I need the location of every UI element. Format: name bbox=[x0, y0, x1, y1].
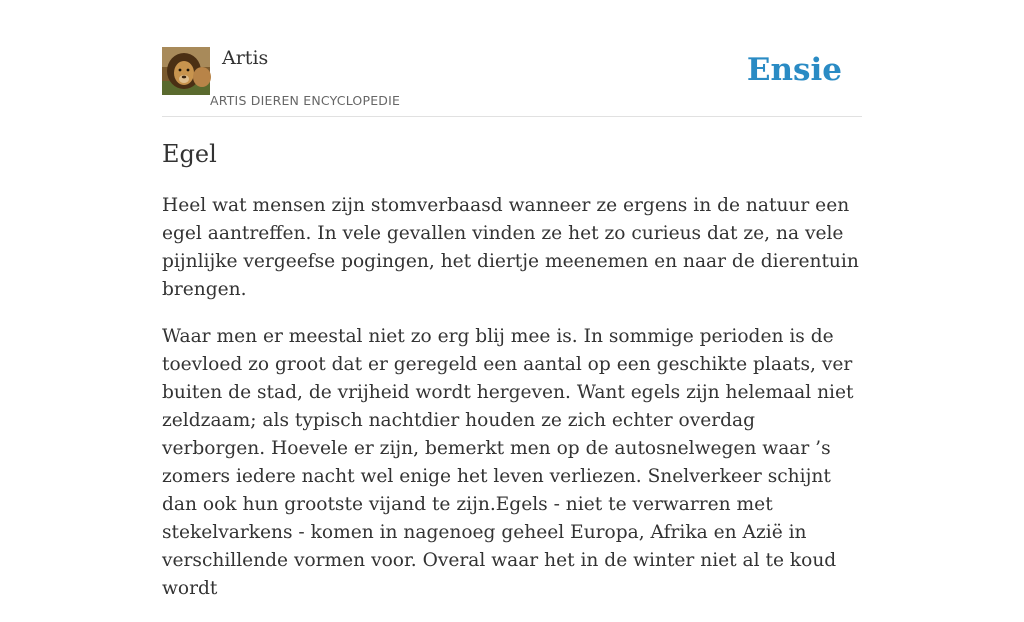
article-paragraph: Heel wat mensen zijn stomverbaasd wanneer ze ergens in de natuur een egel aantreffen. In vele gevallen vinden ze het zo curieus dat ze, na vele pijnlijke vergeefse pogingen, het diertje meenemen en naar de dierentuin brengen. bbox=[162, 195, 859, 300]
author-avatar[interactable] bbox=[162, 47, 210, 95]
lion-avatar-image bbox=[162, 47, 210, 95]
article-title: Egel bbox=[162, 140, 217, 168]
header bbox=[162, 46, 862, 117]
author-subtitle: ARTIS DIEREN ENCYCLOPEDIE bbox=[210, 93, 401, 108]
article-body bbox=[162, 192, 862, 622]
author-name[interactable]: Artis bbox=[222, 47, 269, 69]
brand-logo[interactable]: Ensie bbox=[746, 52, 842, 88]
article-paragraph: Waar men er meestal niet zo erg blij mee is. In sommige perioden is de toevloed zo groot dat er geregeld een aantal op een geschikte plaats, ver buiten de stad, de vrijheid wordt hergeven. Want egels zijn helemaal niet zeldzaam; als typisch nachtdier houden ze zich echter overdag verborgen. Hoevele er zijn, bemerkt men op de autosnelwegen waar ’s zomers iedere nacht wel enige het leven verliezen. Snelverkeer schijnt dan ook hun grootste vijand te zijn.Egels - niet te verwarren met stekelvarkens - komen in nagenoeg geheel Europa, Afrika en Azië in verschillende vormen voor. Overal waar het in de winter niet al te koud wordt bbox=[162, 326, 854, 599]
